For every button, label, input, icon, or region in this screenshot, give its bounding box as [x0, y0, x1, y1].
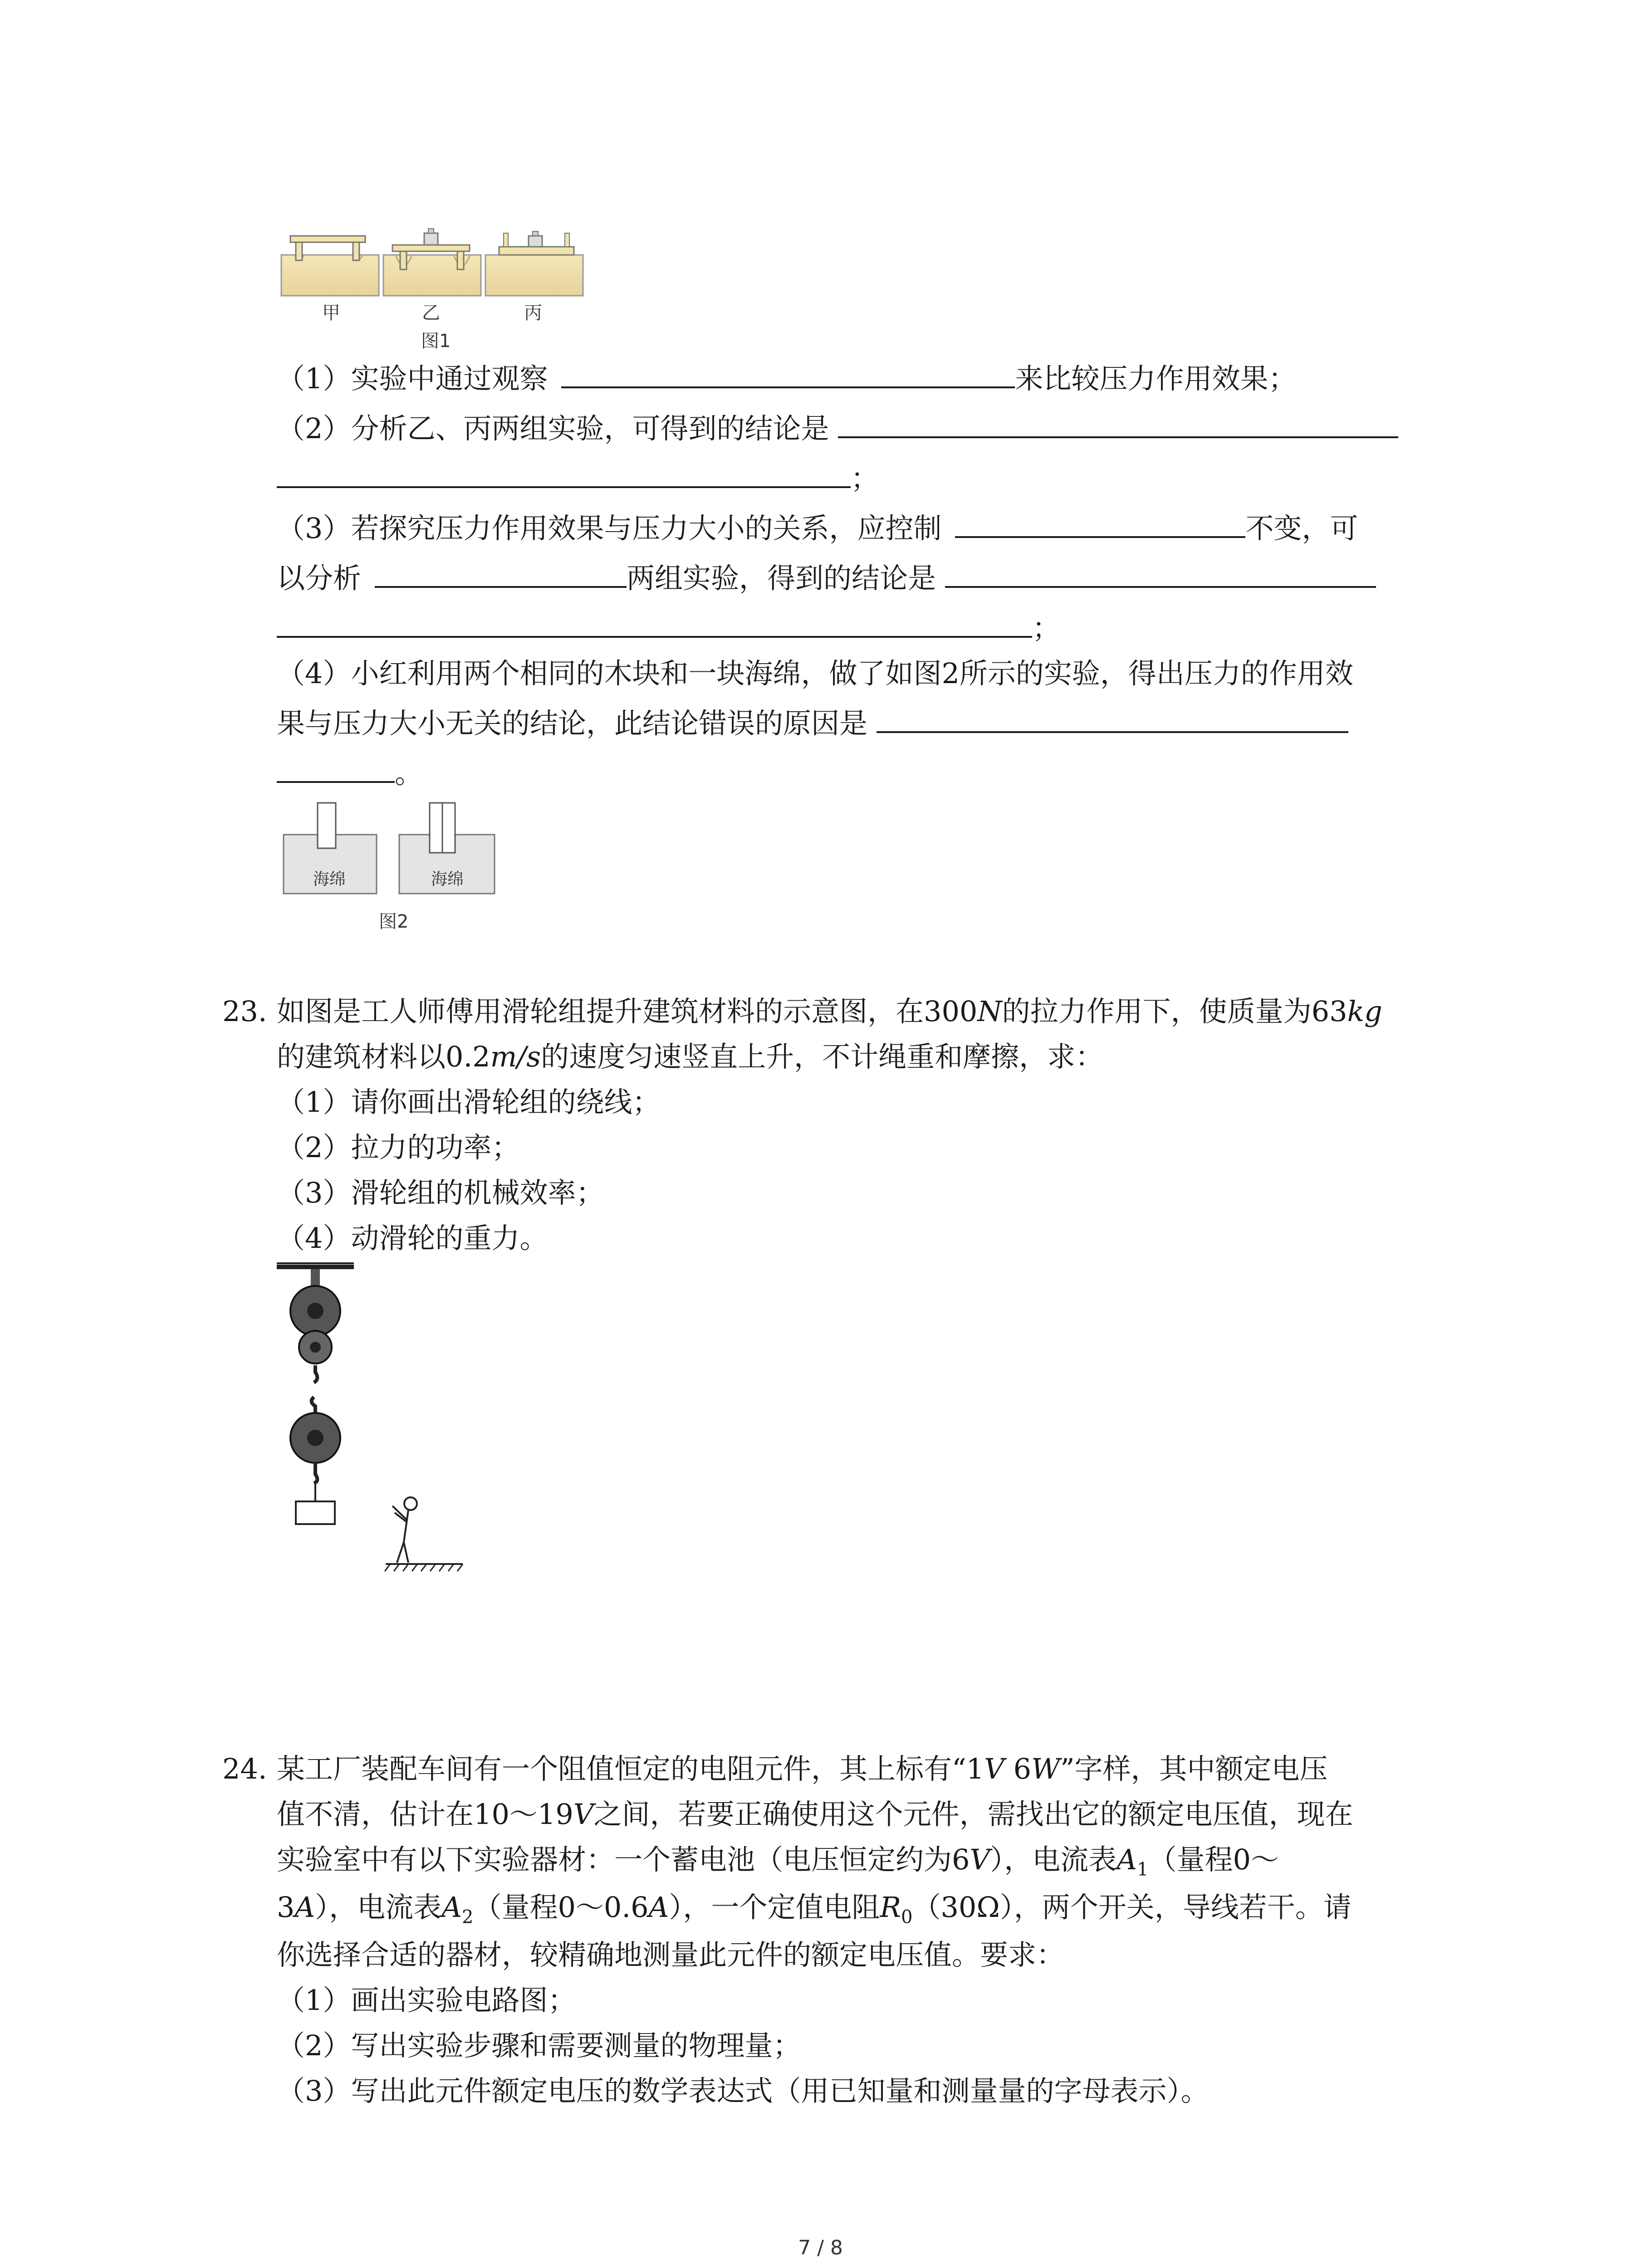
fig1-label-yi: 乙: [422, 303, 440, 323]
fig1-label-bing: 丙: [524, 303, 542, 323]
fig2-caption: 图2: [379, 911, 409, 932]
fig2-sponge-label-left: 海绵: [313, 870, 346, 889]
answer-blank[interactable]: [277, 458, 851, 488]
q23-number: 23.: [222, 995, 267, 1028]
answer-blank[interactable]: [375, 558, 627, 588]
q24-line5: 你选择合适的器材，较精确地测量此元件的额定电压值。要求：: [277, 1938, 1065, 1971]
fig1-caption: 图1: [421, 331, 451, 352]
q23-sub4: （4）动滑轮的重力。: [277, 1222, 548, 1255]
q24-sub2: （2）写出实验步骤和需要测量的物理量；: [277, 2029, 801, 2062]
q22-part4: （4）小红利用两个相同的木块和一块海绵，做了如图2所示的实验，得出压力的作用效: [277, 657, 1353, 690]
answer-blank[interactable]: [877, 703, 1348, 733]
q23-line2: 的建筑材料以0.2m/s的速度匀速竖直上升，不计绳重和摩擦，求：: [277, 1040, 1104, 1073]
q22-part3-cont2: ；: [277, 608, 1060, 649]
q22-part4-cont2: 。: [277, 753, 423, 794]
q22-part2: （2）分析乙、丙两组实验，可得到的结论是: [277, 408, 1398, 449]
pulley-drawing: [272, 1261, 481, 1588]
q22-part1: （1）实验中通过观察 来比较压力作用效果；: [277, 358, 1296, 399]
q24-sub1: （1）画出实验电路图；: [277, 1984, 576, 2017]
answer-blank[interactable]: [955, 508, 1245, 538]
fig2-sponge-label-right: 海绵: [431, 870, 464, 889]
page-number: 7 / 8: [798, 2236, 843, 2259]
answer-blank[interactable]: [277, 753, 395, 783]
q24-sub3: （3）写出此元件额定电压的数学表达式（用已知量和测量量的字母表示）。: [277, 2074, 1209, 2107]
q23-sub2: （2）拉力的功率；: [277, 1131, 520, 1164]
figure-2: [281, 798, 508, 934]
q23-line1: 如图是工人师傅用滑轮组提升建筑材料的示意图，在300N的拉力作用下，使质量为63kg: [277, 995, 1382, 1028]
figure-1: [277, 227, 594, 354]
q23-sub3: （3）滑轮组的机械效率；: [277, 1176, 604, 1209]
q22-part3-cont: 以分析 两组实验，得到的结论是: [277, 558, 1376, 599]
answer-blank[interactable]: [838, 408, 1398, 438]
pulley-figure: [272, 1261, 481, 1588]
q23-sub1: （1）请你画出滑轮组的绕线；: [277, 1085, 661, 1119]
q22-part3: （3）若探究压力作用效果与压力大小的关系，应控制 不变，可: [277, 508, 1358, 549]
q24-line2: 值不清，估计在10～19V之间，若要正确使用这个元件，需找出它的额定电压值，现在: [277, 1798, 1353, 1831]
q24-line3: 实验室中有以下实验器材：一个蓄电池（电压恒定约为6V），电流表$A_1$（量程0～: [277, 1843, 1279, 1880]
q22-part4-cont: 果与压力大小无关的结论，此结论错误的原因是: [277, 703, 1348, 744]
q24-number: 24.: [222, 1752, 267, 1785]
answer-blank[interactable]: [277, 608, 1032, 638]
answer-blank[interactable]: [945, 558, 1376, 588]
q24-line1: 某工厂装配车间有一个阻值恒定的电阻元件，其上标有“1V 6W”字样，其中额定电压: [277, 1752, 1328, 1785]
q22-part2-cont: ；: [277, 458, 879, 499]
q24-line4: 3A），电流表$A_2$（量程0～0.6A），一个定值电阻$R_0(30\Omega)$，两个开关，导线若干。请: [277, 1891, 1352, 1928]
answer-blank[interactable]: [561, 358, 1015, 388]
fig1-label-jia: 甲: [322, 303, 340, 323]
